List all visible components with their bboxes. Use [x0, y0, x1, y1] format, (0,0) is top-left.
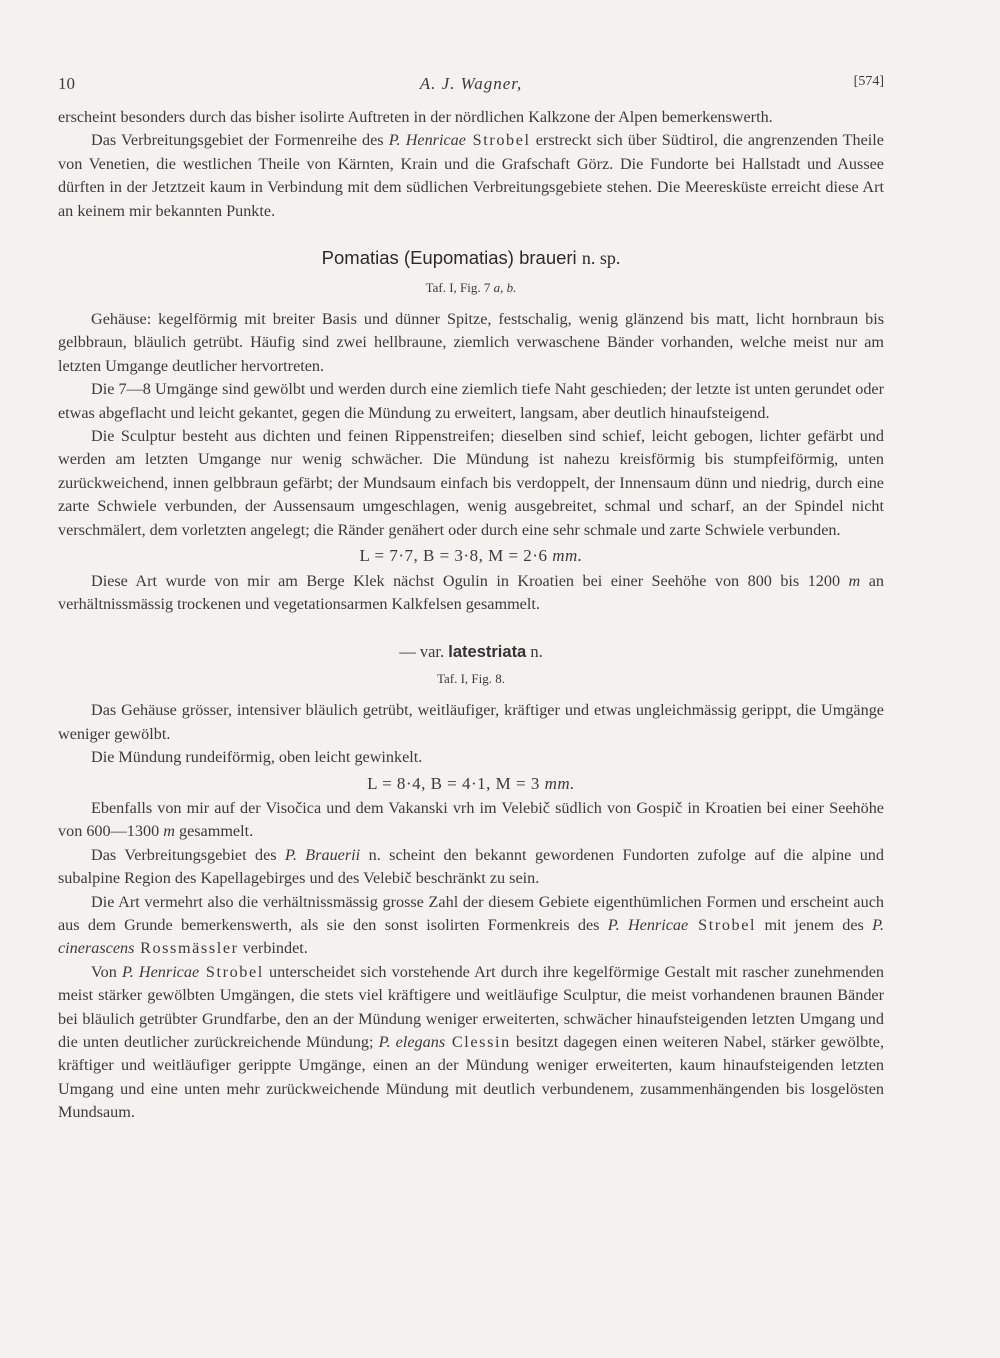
variety-prefix: — var. — [399, 642, 449, 662]
plate-text: Taf. I, Fig. 7 — [425, 280, 494, 296]
intro-paragraph-1: erscheint besonders durch das bisher isolirte Auftreten in der nördlichen Kalkzone der Alpen bemerkenswerth. — [58, 108, 773, 126]
running-author: A. J. Wagner, — [419, 74, 523, 93]
unit: m — [163, 822, 175, 841]
variety-measurement-formula — [58, 772, 884, 795]
page-number: 10 — [58, 74, 75, 93]
species-name: P. elegans — [378, 1033, 446, 1051]
species-paragraph-3: Die Sculptur besteht aus dichten und feinen Rippenstreifen; dieselben sind schief, leicht gebogen, lichter gefärbt und werden am letzten Umgange nur wenig schwächer. Die Mündung ist nahezu kreisförmig bis stumpfeiförmig, unten zurückweichend, innen gelbbraun gefärbt; der Mundsaum einfach bis verdoppelt, der Innensaum dünn und niedrig, durch eine zarte Schwiele verbunden, der Aussensaum umgeschlagen, wenig ausgebreitet, schmal und scharf, an der Spindel nicht verschmälert, dem vorletzten angelegt; die Ränder genähert oder durch eine sehr schmale und zarte Schwiele verbunden. — [58, 427, 884, 539]
text-run: verbindet. — [238, 939, 308, 958]
variety-paragraph-4 — [58, 844, 884, 891]
author-name: Strobel — [688, 915, 757, 934]
variety-paragraph-2: Die Mündung rundeiförmig, oben leicht gewinkelt. — [91, 748, 423, 767]
document-body — [58, 106, 884, 1125]
unit: m — [848, 571, 861, 590]
species-name: P. Henricae — [388, 131, 466, 150]
formula-unit: mm. — [544, 773, 575, 793]
variety-plate-reference: Taf. I, Fig. 8. — [436, 671, 506, 687]
variety-paragraph-3 — [58, 797, 884, 844]
text-run: mit jenem des — [756, 915, 873, 934]
intro-paragraph-2 — [58, 129, 884, 223]
species-paragraph-1: Gehäuse: kegelförmig mit breiter Basis und dünner Spitze, festschalig, wenig glänzend bis matt, licht hornbraun bis gelbbraun, bläulich getrübt. Häufig sind zwei hellbraune, ziemlich verwaschene Bänder vorhanden, welche meist nur am letzten Umgange deutlicher hervortreten. — [58, 310, 884, 375]
text-run: gesammelt. — [174, 822, 254, 841]
text-run: n. scheint den bekannt gewordenen Fundorten zufolge auf die alpine und subalpine Region des Kapellagebirges und des Velebič beschränkt zu sein. — [58, 845, 884, 888]
measurement-formula — [58, 544, 884, 567]
text-run: Die Art vermehrt also die verhältnissmässig grosse Zahl der diesem Gebiete eigenthümlichen Formen und erscheint auch aus dem Grunde bemerkenswerth, als sie den sonst isolirten Formenkreis des — [58, 892, 884, 934]
variety-paragraph-1: Das Gehäuse grösser, intensiver bläulich getrübt, weitläufiger, kräftiger und etwas ungleichmässig gerippt, die Umgänge weniger gewölbt. — [58, 701, 884, 743]
author-name: Strobel — [199, 962, 264, 981]
author-name: Clessin — [445, 1033, 511, 1051]
variety-heading — [58, 640, 884, 664]
variety-name: latestriata — [448, 643, 527, 662]
species-name: P. Henricae — [121, 962, 200, 981]
species-status: n. sp. — [581, 248, 621, 269]
plate-figure-letters: a, b. — [493, 280, 517, 296]
text-run: Von — [91, 962, 122, 981]
text-run: unterscheidet sich vorstehende Art durch ihre kegelförmige Gestalt mit rascher zunehmenden meist stärker gewölbten Umgängen, die stets viel kräftigere und weitläufige Sculptur, die meist vorhandenen braunen Bänder bei bläulich getrübter Grundfarbe, den an der Mündung weniger erweiterten, schwächer hinaufsteigenden letzten Umgang und die unten deutlicher zurückreichende Mündung; — [58, 962, 885, 1051]
species-name: P. Henricae — [607, 915, 689, 934]
variety-paragraph-6 — [58, 961, 884, 1125]
variety-suffix: n. — [526, 642, 543, 662]
formula-values: L = 7·7, B = 3·8, M = 2·6 — [359, 546, 548, 566]
species-title: Pomatias (Eupomatias) braueri — [321, 247, 577, 269]
species-heading — [58, 245, 884, 271]
text-run: Das Verbreitungsgebiet des — [91, 845, 286, 864]
plate-reference — [58, 277, 884, 299]
author-name: Rossmässler — [134, 939, 239, 958]
page-reference: [574] — [853, 74, 884, 89]
species-name: P. cinerascens — [58, 915, 885, 958]
species-paragraph-4 — [58, 570, 884, 617]
formula-values: L = 8·4, B = 4·1, M = 3 — [367, 773, 540, 793]
page-header — [58, 74, 884, 98]
text-run: erstreckt sich über Südtirol, die angrenzenden Theile von Venetien, die westlichen Theile von Kärnten, Krain und die Grafschaft Görz. Die Fundorte bei Hallstadt und Aussee dürften in der Jetztzeit kaum in Verbindung mit dem südlichen Verbreitungsgebiete stehen. Die Meeresküste erreicht diese Art an keinem mir bekannten Punkte. — [58, 131, 884, 220]
text-run: Diese Art wurde von mir am Berge Klek nächst Ogulin in Kroatien bei einer Seehöhe von 800 bis 1200 — [91, 571, 849, 590]
text-run: Ebenfalls von mir auf der Visočica und dem Vakanski vrh im Velebič südlich von Gospič in Kroatien bei einer Seehöhe von 600—1300 — [58, 798, 884, 841]
text-run: an verhältnissmässig trockenen und vegetationsarmen Kalkfelsen gesammelt. — [58, 571, 884, 613]
author-name: Strobel — [465, 131, 531, 150]
species-paragraph-2: Die 7—8 Umgänge sind gewölbt und werden durch eine ziemlich tiefe Naht geschieden; der letzte ist unten gerundet oder etwas abgeflacht und leicht gekantet, gegen die Mündung zu erweitert, langsam, aber deutlich hinaufsteigend. — [58, 380, 884, 422]
text-run: besitzt dagegen einen weiteren Nabel, stärker gewölbte, kräftiger und weitläufiger gerippte Umgänge, einen an der Mündung weniger erweiterten, kaum hinaufsteigenden letzten Umgang und eine unten mehr zurückweichende Mündung mit deutlich verbundenem, zusammenhängenden bis losgelösten Mundsaum. — [58, 1033, 884, 1122]
variety-paragraph-5 — [58, 891, 884, 961]
formula-unit: mm. — [552, 546, 583, 566]
text-run: Das Verbreitungsgebiet der Formenreihe des — [91, 131, 389, 150]
species-name: P. Brauerii — [285, 845, 361, 864]
